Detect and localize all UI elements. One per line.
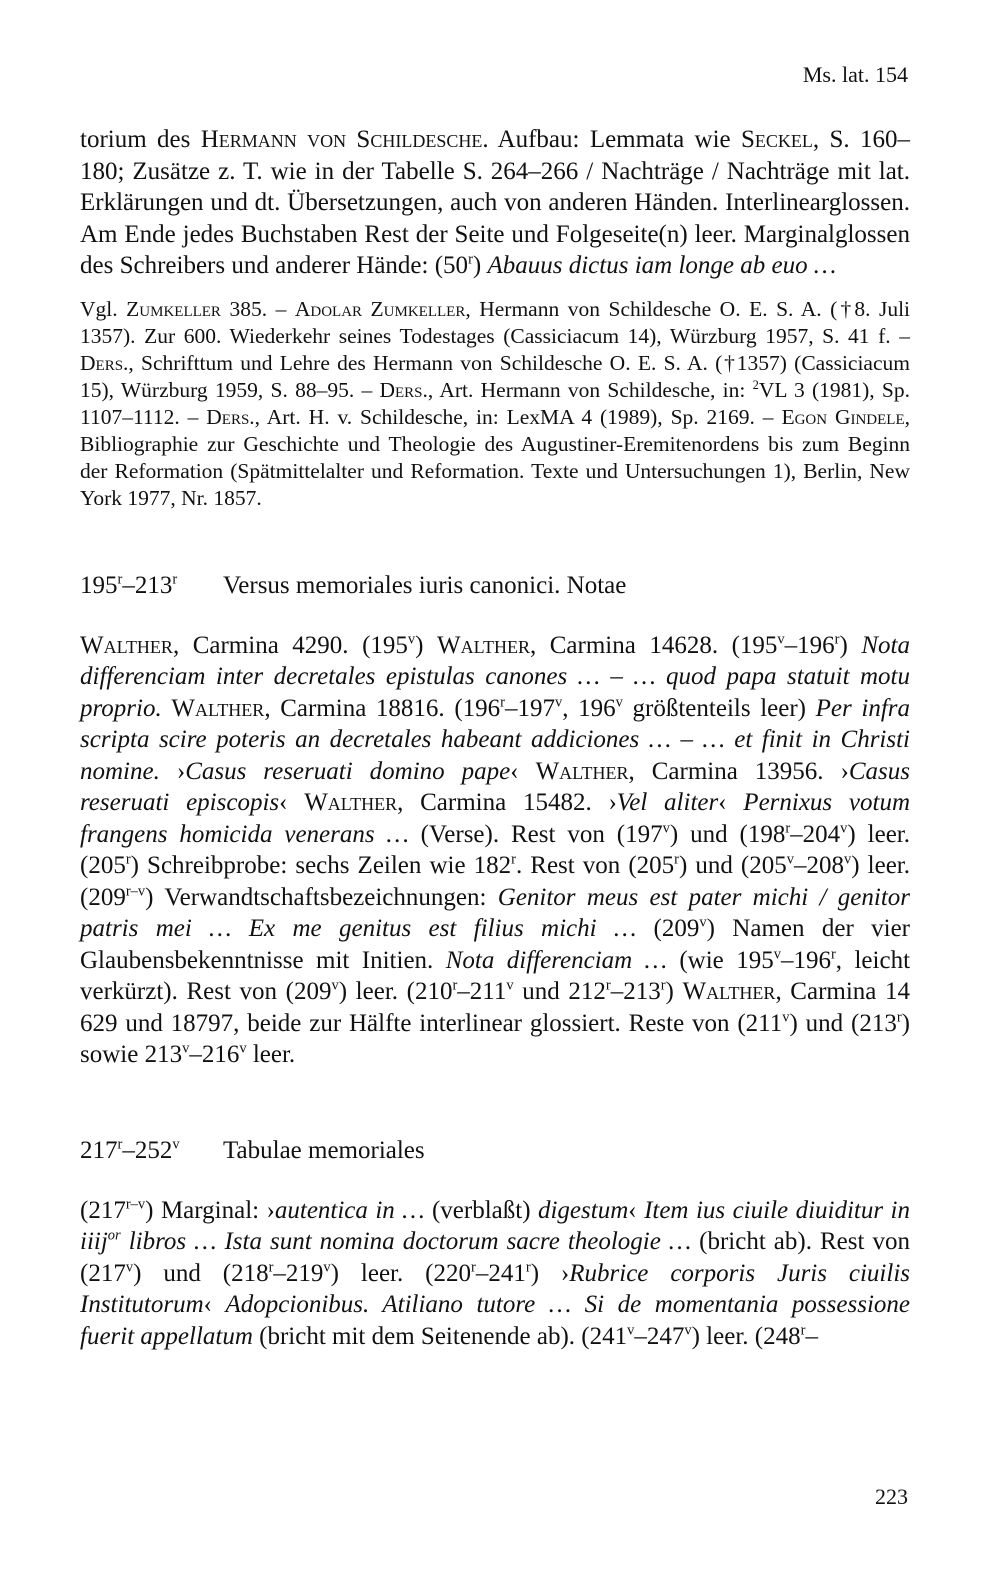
folio-side: r–v	[125, 883, 146, 900]
text-run: ) sowie 213	[80, 1009, 910, 1068]
text-run	[162, 695, 172, 722]
text-run: , leicht verkürzt). Rest von (209	[80, 946, 911, 1005]
text-run: –219	[273, 1259, 324, 1287]
text-run: , Schrifttum und Lehre des Hermann von Schildesche O. E. S. A. (†1357) (Cassiciacum 15), Würzburg 1959, S. 88–95. –	[80, 350, 910, 402]
folio-side: v	[786, 851, 795, 868]
text-run: . Rest von (205	[515, 852, 675, 879]
folio-side: v	[407, 631, 416, 648]
rubric: Casus reseruati domino pape	[185, 757, 511, 785]
entry-title: Versus memoriales iuris canonici. Notae	[223, 571, 627, 599]
author-name: Egon Gindele	[781, 404, 905, 429]
text-run: (209	[636, 915, 700, 942]
text-run: . Aufbau: Lemmata wie	[482, 126, 741, 153]
text-run: ) und (218	[133, 1259, 269, 1287]
text-run: ›	[159, 757, 186, 785]
text-run: , Art. Hermann von Schildesche, in:	[427, 377, 753, 402]
entry-hermann-text	[80, 124, 910, 282]
folio-side: v	[182, 1040, 190, 1057]
folio-side: r–v	[125, 1196, 146, 1213]
text-run: ) und (205	[679, 852, 787, 879]
text-run: ) leer. (209	[80, 852, 910, 911]
folio-side: v	[172, 1136, 180, 1153]
folio-side: r	[800, 1322, 806, 1339]
folio-side: v	[331, 977, 339, 994]
text-run: ) und (198	[669, 820, 786, 848]
text-run: , Bibliographie zur Geschichte und Theologie des Augustiner-Eremitenordens bis zum Beginn der Reformation (Spätmittelalter und Reformation. Texte und Untersuchungen 1), Berlin, New York 1977, Nr. 1857.	[80, 404, 911, 510]
author-name: Walther	[682, 978, 776, 1005]
author-name: Adolar Zumkeller	[294, 296, 466, 321]
folio-side: v	[615, 694, 623, 711]
text-run: (bricht mit dem Seitenende ab). (241	[252, 1322, 628, 1350]
entry-versus-text	[80, 630, 910, 1071]
author-name: Hermann von Schildesche	[200, 126, 483, 153]
folio-side: v	[773, 946, 781, 963]
incipit: Pernixus votum frangens homicida venerans …	[80, 789, 910, 848]
folio-side: v	[782, 1009, 790, 1026]
folio-side: r	[125, 851, 131, 868]
rubric: Casus reseruati episcopis	[80, 757, 911, 816]
folio-side: r	[117, 571, 123, 588]
text-run: –216	[189, 1041, 240, 1068]
text-run: –247	[634, 1322, 685, 1350]
author-name: Walther	[80, 631, 173, 659]
text-run: ) ›	[530, 1259, 570, 1287]
folio-side: r	[834, 631, 840, 648]
text-run: )	[472, 252, 488, 279]
folio-side: r	[117, 1136, 123, 1153]
text-run: , 196	[562, 694, 616, 722]
folio-side: v	[662, 820, 670, 837]
folio-side: v	[840, 820, 848, 837]
text-run: (bricht ab). Rest von (217	[80, 1228, 910, 1287]
text-run: , Carmina 18816. (196	[264, 694, 501, 722]
entry-title: Tabulae memoriales	[223, 1136, 425, 1164]
text-run: , Art. H. v. Schildesche, in: LexMA 4 (1989), Sp. 2169. –	[254, 404, 782, 429]
text-run: –196	[780, 946, 831, 974]
folio-side: r	[830, 946, 836, 963]
folio-side: v	[777, 631, 785, 648]
author-name: Walther	[304, 789, 398, 816]
folio-side: v	[699, 914, 707, 931]
incipit: digestum	[537, 1196, 629, 1224]
text-run: ) Marginal: ›	[145, 1196, 275, 1224]
text-run: –204	[790, 820, 841, 848]
text-run: ‹	[510, 757, 536, 785]
text-run: größtenteils leer)	[622, 694, 816, 722]
text-run: (wie 195	[666, 946, 774, 974]
ordinal-suffix: or	[107, 1227, 121, 1244]
text-run: –241	[475, 1259, 526, 1287]
page-body	[80, 60, 910, 1352]
text-run: –213	[610, 978, 661, 1005]
folio-side: r	[452, 977, 458, 994]
text-run: ‹	[203, 1291, 226, 1318]
incipit: autentica in …	[274, 1196, 425, 1224]
text-run: 385. –	[220, 296, 295, 321]
folio-end: –252	[122, 1136, 173, 1164]
folio-side: v	[844, 851, 852, 868]
folio-side: r	[896, 1009, 902, 1026]
folio-side: v	[323, 1259, 331, 1276]
text-run: leer.	[246, 1041, 296, 1068]
text-run: , Carmina 4290. (195	[172, 631, 408, 659]
text-run: , Carmina 15482. ›	[397, 789, 617, 816]
author-name: Walther	[437, 631, 530, 659]
incipit: Genitor meus est pater michi / genitor patris mei … Ex me genitus est filius michi …	[80, 883, 911, 942]
text-run: (217	[80, 1196, 126, 1224]
incipit: Nota differenciam inter decretales epistulas canones … – … quod papa statuit motu proprio.	[80, 631, 910, 722]
folio-side: v	[506, 977, 514, 994]
folio-side: r	[172, 571, 178, 588]
text-run: ‹	[628, 1196, 645, 1224]
text-run: –	[805, 1322, 818, 1350]
folio-side: r	[468, 251, 473, 268]
text-run: ‹	[718, 789, 744, 816]
text-run: )	[415, 631, 438, 659]
incipit: Item ius ciuile diuiditur in iiij	[80, 1196, 910, 1255]
text-run: ) Schreibprobe: sechs Zeilen wie 182	[130, 852, 512, 879]
text-run: ) leer. (248	[691, 1322, 801, 1350]
text-run: ) Namen der vier Glaubensbekenntnisse mit Initien.	[80, 915, 911, 974]
folio-side: r	[471, 1259, 476, 1276]
incipit: Abauus dictus iam longe ab euo …	[487, 252, 837, 279]
text-run: ) leer. (220	[330, 1259, 471, 1287]
incipit: Adopcionibus. Atiliano tutore … Si de momentania possessione fuerit appellatum	[80, 1291, 910, 1350]
text-run: Vgl.	[80, 296, 127, 321]
text-run: ) leer. (205	[80, 820, 910, 879]
author-name: Zumkeller	[126, 296, 221, 321]
text-run: –211	[457, 978, 507, 1005]
running-head: Ms. lat. 154	[802, 62, 908, 87]
text-run: (verblaßt)	[424, 1196, 538, 1224]
folio-end: –213	[122, 571, 173, 599]
text-run: ) leer. (210	[338, 978, 453, 1005]
folio-side: v	[555, 694, 563, 711]
edition-number: 2	[752, 377, 759, 392]
folio-side: v	[627, 1322, 635, 1339]
text-run: )	[665, 978, 683, 1005]
folio-side: r	[785, 820, 791, 837]
folio-side: v	[125, 1259, 134, 1276]
folio-side: r	[511, 851, 516, 868]
author-name: Seckel	[741, 126, 813, 153]
folio-side: r	[660, 977, 666, 994]
folio-side: r	[500, 694, 505, 711]
folio-side: r	[605, 977, 611, 994]
folio-side: r	[674, 851, 679, 868]
text-run: , Hermann von Schildesche O. E. S. A. (†8. Juli 1357). Zur 600. Wiederkehr seines Todestages (Cassiciacum 14), Würzburg 1957, S. 41 f. –	[80, 296, 911, 348]
text-run: und 212	[513, 978, 606, 1005]
folio-start: 195	[80, 571, 118, 599]
text-run: , Carmina 13956. ›	[628, 757, 849, 785]
text-run: ‹	[279, 789, 305, 816]
text-run: ) Verwandtschaftsbezeichnungen:	[145, 883, 498, 911]
references	[80, 296, 910, 512]
folio-side: v	[684, 1322, 692, 1339]
text-run: –208	[794, 852, 845, 879]
author-name: Ders.	[379, 377, 428, 402]
text-run: , S. 160–180; Zusätze z. T. wie in der Tabelle S. 264–266 / Nachträge / Nachträge mit lat. Erklärungen und dt. Übersetzungen, auch von anderen Händen. Interlinearglossen. Am Ende jedes Buchstaben Rest der Seite und Folgeseite(n) leer. Marginalglossen des Schreibers und anderer Hände: (50	[80, 126, 910, 279]
rubric: Vel aliter	[616, 789, 719, 816]
entry-heading-tabulae	[80, 1137, 910, 1165]
text-run: VL 3 (1981), Sp. 1107–1112. –	[80, 377, 911, 429]
text-run: ) und (213	[789, 1009, 897, 1037]
text-run: (Verse). Rest von (197	[408, 820, 663, 848]
author-name: Walther	[171, 694, 265, 722]
text-run: –196	[784, 631, 835, 659]
author-name: Ders.	[206, 404, 255, 429]
text-run: –197	[505, 694, 555, 722]
folio-side: r	[268, 1259, 274, 1276]
author-name: Walther	[535, 757, 629, 785]
incipit: Nota differenciam …	[445, 946, 667, 974]
folio-range	[80, 1137, 223, 1165]
rubric: Rubrice corporis Juris ciuilis Institutorum	[80, 1259, 911, 1318]
folio-side: v	[239, 1040, 247, 1057]
text-run: , Carmina 14 629 und 18797, beide zur Hälfte interlinear glossiert. Reste von (211	[80, 978, 911, 1037]
folio-side: r	[525, 1259, 531, 1276]
text-run: , Carmina 14628. (195	[529, 631, 778, 659]
folio-range	[80, 572, 223, 600]
text-run: )	[839, 631, 862, 659]
entry-heading-versus	[80, 572, 910, 600]
page-number: 223	[875, 1484, 908, 1509]
incipit: Per infra scripta scire poteris an decretales habeant addiciones … – … et finit in Christi nomine.	[80, 694, 910, 785]
incipit: libros … Ista sunt nomina doctorum sacre theologie …	[120, 1228, 692, 1255]
folio-start: 217	[80, 1136, 118, 1164]
author-name: Ders.	[80, 350, 129, 375]
text-run: torium des	[80, 126, 201, 153]
entry-tabulae-text	[80, 1195, 910, 1353]
